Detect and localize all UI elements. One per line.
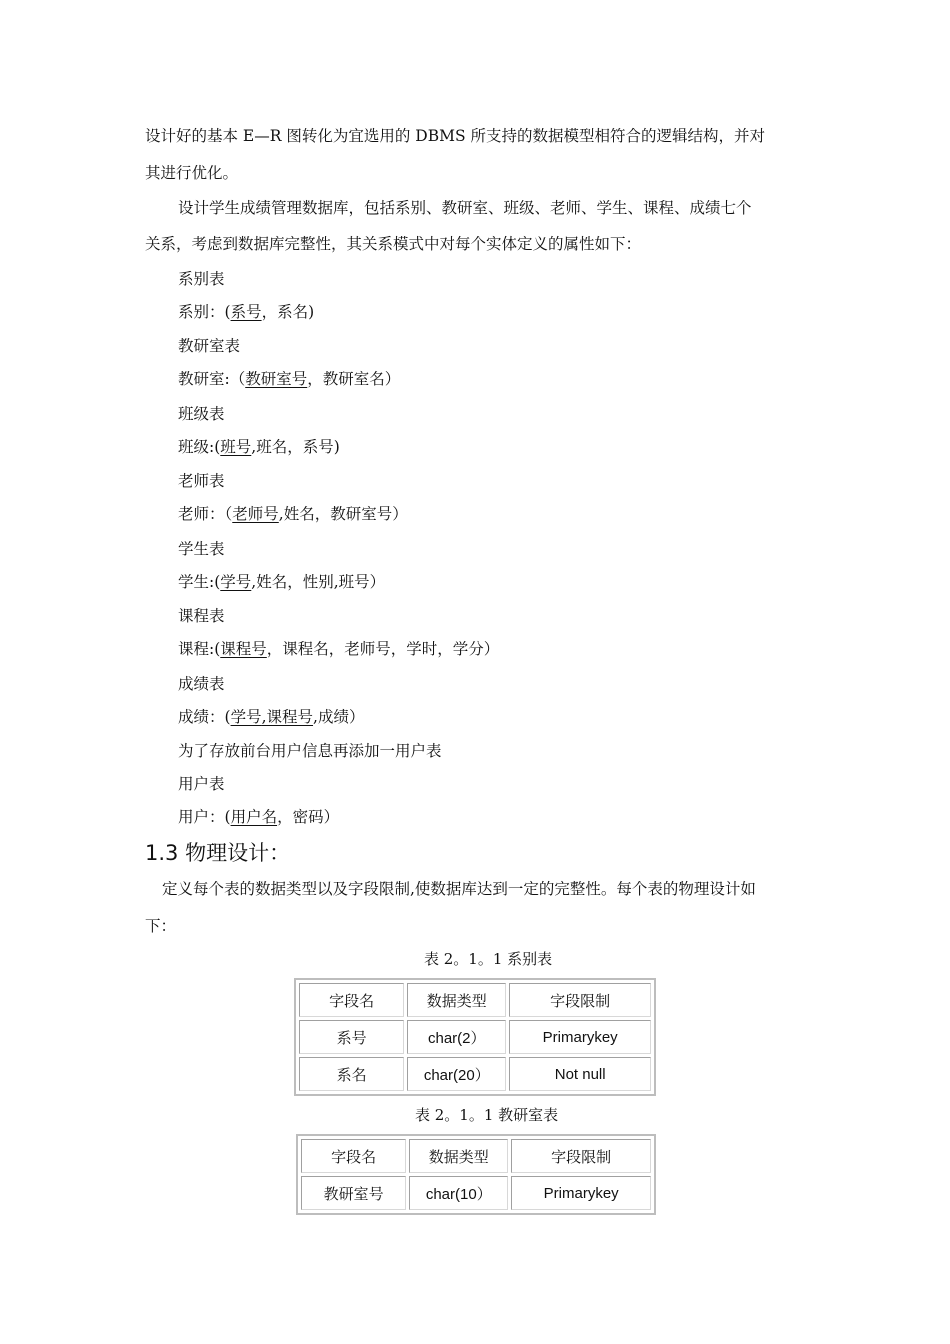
office-schema-rest: ，教研室名） [307, 370, 401, 388]
course-schema-rest: ，课程名，老师号，学时，学分） [266, 640, 500, 658]
table-row [299, 1057, 651, 1091]
table-row [299, 1020, 651, 1054]
teacher-table-title: 老师表 [178, 472, 225, 490]
header-cell: 字段限制 [509, 983, 651, 1017]
teacher-schema-rest: ,姓名，教研室号） [278, 505, 408, 523]
score-schema-rest: ,成绩） [313, 708, 365, 726]
table-cell: char(10） [409, 1176, 508, 1210]
student-primary-key: 学号 [220, 573, 252, 591]
user-schema [178, 806, 339, 828]
table-cell: Not null [509, 1057, 651, 1091]
header-cell: 字段名 [301, 1139, 406, 1173]
table-cell: 系名 [299, 1057, 404, 1091]
intro-line-1: 设计好的基本 E—R 图转化为宜选用的 DBMS 所支持的数据模型相符合的逻辑结构，并对 [145, 127, 766, 145]
office-schema [178, 368, 400, 390]
score-table-title: 成绩表 [178, 675, 225, 693]
user-table-note: 为了存放前台用户信息再添加一用户表 [178, 742, 442, 760]
dept-table-title: 系别表 [178, 270, 225, 288]
table1-caption: 表 2。1。1 系别表 [424, 950, 553, 968]
office-schema-prefix: 教研室:（ [178, 370, 246, 388]
dept-physical-table [294, 978, 656, 1096]
score-schema [178, 706, 364, 728]
user-table-title: 用户表 [178, 775, 225, 793]
teacher-schema [178, 503, 408, 525]
dept-schema-prefix: 系别：( [178, 303, 231, 321]
course-schema-prefix: 课程:( [178, 640, 221, 658]
dept-schema-rest: ，系名) [261, 303, 315, 321]
user-schema-rest: ，密码） [277, 808, 340, 826]
table-row [301, 1176, 651, 1210]
table-cell: Primarykey [511, 1176, 651, 1210]
section-heading: 1.3 物理设计： [145, 841, 291, 865]
dept-primary-key: 系号 [230, 303, 262, 321]
office-table-title: 教研室表 [178, 337, 241, 355]
score-primary-key-student: 学号 [230, 708, 262, 726]
course-primary-key: 课程号 [220, 640, 267, 658]
student-schema [178, 571, 385, 593]
course-schema [178, 638, 499, 660]
dept-schema [178, 301, 314, 323]
class-table-title: 班级表 [178, 405, 225, 423]
class-primary-key: 班号 [220, 438, 252, 456]
header-cell: 数据类型 [409, 1139, 508, 1173]
intro-line-2: 其进行优化。 [145, 164, 239, 182]
table-cell: char(2） [407, 1020, 506, 1054]
office-primary-key: 教研室号 [245, 370, 308, 388]
class-schema-prefix: 班级:( [178, 438, 221, 456]
header-cell: 字段限制 [511, 1139, 651, 1173]
teacher-schema-prefix: 老师：（ [178, 505, 233, 523]
section-para-line-1: 定义每个表的数据类型以及字段限制,使数据库达到一定的完整性。每个表的物理设计如 [162, 880, 756, 898]
intro-line-3: 设计学生成绩管理数据库，包括系别、教研室、班级、老师、学生、课程、成绩七个 [178, 199, 752, 217]
score-primary-key-course: 课程号 [266, 708, 314, 726]
intro-line-4: 关系，考虑到数据库完整性，其关系模式中对每个实体定义的属性如下： [145, 235, 642, 253]
table-header-row [299, 983, 651, 1017]
class-schema-rest: ,班名，系号) [251, 438, 340, 456]
class-schema [178, 436, 340, 458]
table-cell: 教研室号 [301, 1176, 406, 1210]
score-key-separator: , [261, 708, 267, 726]
table-header-row [301, 1139, 651, 1173]
table-cell: 系号 [299, 1020, 404, 1054]
student-table-title: 学生表 [178, 540, 225, 558]
table-cell: char(20） [407, 1057, 506, 1091]
score-schema-prefix: 成绩：( [178, 708, 231, 726]
office-physical-table [296, 1134, 656, 1215]
user-schema-prefix: 用户：( [178, 808, 231, 826]
course-table-title: 课程表 [178, 607, 225, 625]
teacher-primary-key: 老师号 [232, 505, 279, 523]
table2-caption: 表 2。1。1 教研室表 [415, 1106, 559, 1124]
table-cell: Primarykey [509, 1020, 651, 1054]
user-primary-key: 用户名 [230, 808, 278, 826]
student-schema-prefix: 学生:( [178, 573, 221, 591]
header-cell: 字段名 [299, 983, 404, 1017]
section-para-line-2: 下： [145, 917, 177, 935]
student-schema-rest: ,姓名，性别,班号） [251, 573, 386, 591]
header-cell: 数据类型 [407, 983, 506, 1017]
